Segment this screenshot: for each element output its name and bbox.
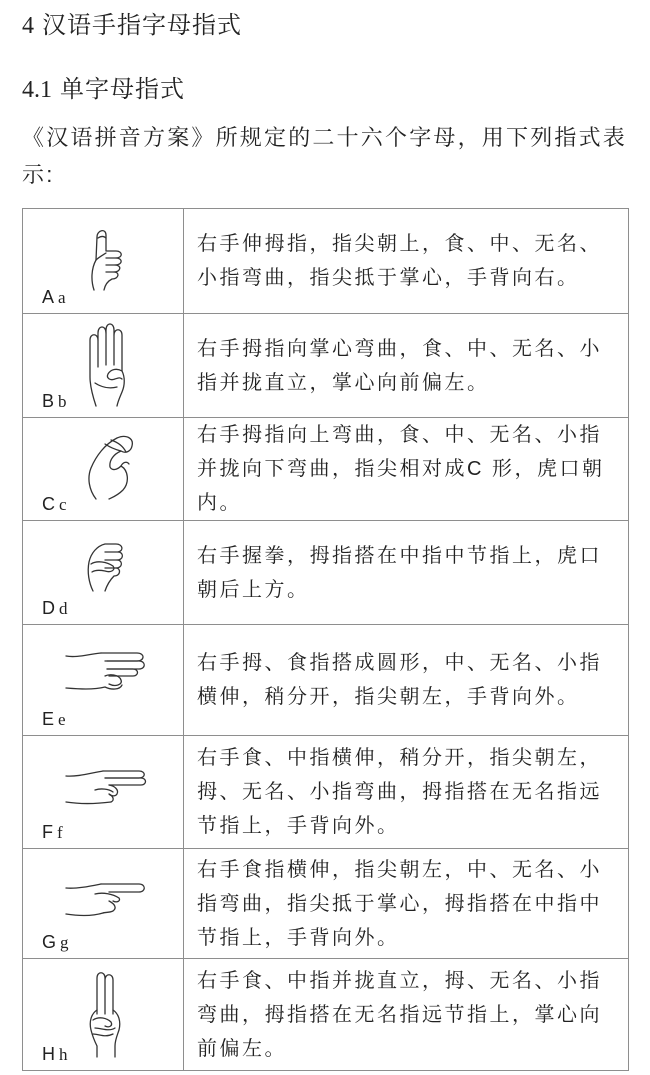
sign-cell bbox=[23, 849, 184, 958]
description-line: 朝后上方。 bbox=[197, 578, 310, 601]
letter-uppercase: D bbox=[42, 598, 55, 618]
description-cell bbox=[184, 625, 628, 735]
letter-lowercase: d bbox=[59, 599, 68, 618]
table-row bbox=[23, 736, 628, 849]
description-cell bbox=[184, 959, 628, 1070]
intro-line: 示: bbox=[22, 162, 55, 187]
hand-sign-a-icon bbox=[83, 227, 127, 291]
description-line: 节指上，手背向外。 bbox=[197, 815, 400, 837]
letter-uppercase: F bbox=[42, 822, 53, 842]
table-row bbox=[23, 418, 628, 521]
description-cell bbox=[184, 849, 628, 958]
sign-cell bbox=[23, 521, 184, 624]
description-line: 右手伸拇指，指尖朝上，食、中、无名、 bbox=[197, 233, 602, 255]
subsection-heading bbox=[22, 75, 185, 105]
section-number: 4 bbox=[22, 13, 34, 39]
letter-label bbox=[42, 1044, 68, 1066]
sign-cell bbox=[23, 625, 184, 735]
sign-cell bbox=[23, 314, 184, 417]
letter-uppercase: G bbox=[42, 932, 57, 952]
description-line: 右手拇、食指搭成圆形，中、无名、小指 bbox=[197, 652, 602, 674]
description-line: 内。 bbox=[197, 492, 242, 514]
description-line: 右手食指横伸，指尖朝左，中、无名、小 bbox=[197, 858, 602, 881]
intro-line: 《汉语拼音方案》所规定的二十六个字母，用下列指式表 bbox=[22, 125, 628, 150]
hand-sign-h-icon bbox=[85, 970, 127, 1058]
letter-uppercase: C bbox=[42, 494, 55, 514]
table-row bbox=[23, 625, 628, 736]
letter-uppercase: A bbox=[42, 287, 55, 307]
description-cell bbox=[184, 418, 628, 520]
finger-spelling-table bbox=[22, 208, 629, 1071]
table-row bbox=[23, 314, 628, 418]
letter-lowercase: a bbox=[58, 288, 66, 307]
letter-lowercase: f bbox=[57, 823, 63, 842]
table-row bbox=[23, 959, 628, 1071]
description-line: 横伸，稍分开，指尖朝左，手背向外。 bbox=[197, 686, 580, 708]
hand-sign-g-icon bbox=[65, 880, 147, 918]
description-cell bbox=[184, 314, 628, 417]
intro-paragraph bbox=[22, 119, 627, 193]
letter-lowercase: b bbox=[58, 392, 67, 411]
section-heading bbox=[22, 11, 242, 41]
description-line: 并拢向下弯曲，指尖相对成C 形，虎口朝 bbox=[197, 458, 605, 480]
description-line: 节指上，手背向外。 bbox=[197, 926, 400, 949]
hand-sign-e-icon bbox=[65, 650, 147, 692]
description-line: 右手食、中指横伸，稍分开，指尖朝左， bbox=[197, 747, 602, 769]
description-line: 右手食、中指并拢直立，拇、无名、小指 bbox=[197, 969, 602, 992]
description-line: 小指弯曲，指尖抵于掌心，手背向右。 bbox=[197, 267, 580, 289]
letter-uppercase: B bbox=[42, 391, 55, 411]
letter-label bbox=[42, 287, 66, 309]
table-row bbox=[23, 521, 628, 625]
subsection-number: 4.1 bbox=[22, 77, 52, 103]
hand-sign-b-icon bbox=[87, 321, 129, 407]
description-cell bbox=[184, 521, 628, 624]
description-line: 指弯曲，指尖抵于掌心，拇指搭在中指中 bbox=[197, 892, 602, 915]
description-line: 拇、无名、小指弯曲，拇指搭在无名指远 bbox=[197, 781, 602, 803]
hand-sign-c-icon bbox=[83, 430, 135, 500]
letter-label bbox=[42, 932, 69, 954]
table-row bbox=[23, 209, 628, 314]
description-line: 右手握拳，拇指搭在中指中节指上，虎口 bbox=[197, 544, 602, 567]
letter-lowercase: c bbox=[59, 495, 67, 514]
section-title: 汉语手指字母指式 bbox=[42, 12, 242, 39]
description-cell bbox=[184, 209, 628, 313]
hand-sign-d-icon bbox=[83, 540, 127, 592]
letter-lowercase: e bbox=[58, 710, 66, 729]
letter-label bbox=[42, 709, 66, 731]
letter-label bbox=[42, 391, 67, 413]
letter-lowercase: h bbox=[59, 1045, 68, 1064]
description-line: 右手拇指向上弯曲，食、中、无名、小指 bbox=[197, 424, 602, 446]
sign-cell bbox=[23, 959, 184, 1070]
description-line: 右手拇指向掌心弯曲，食、中、无名、小 bbox=[197, 337, 602, 360]
letter-uppercase: H bbox=[42, 1044, 55, 1064]
sign-cell bbox=[23, 736, 184, 848]
description-line: 前偏左。 bbox=[197, 1037, 287, 1060]
letter-lowercase: g bbox=[60, 933, 69, 952]
table-row bbox=[23, 849, 628, 959]
hand-sign-f-icon bbox=[65, 768, 147, 806]
letter-label bbox=[42, 822, 63, 844]
description-line: 弯曲，拇指搭在无名指远节指上，掌心向 bbox=[197, 1003, 602, 1026]
sign-cell bbox=[23, 209, 184, 313]
subsection-title: 单字母指式 bbox=[60, 76, 185, 103]
letter-label bbox=[42, 494, 67, 516]
letter-label bbox=[42, 598, 68, 620]
sign-cell bbox=[23, 418, 184, 520]
letter-uppercase: E bbox=[42, 709, 55, 729]
description-cell bbox=[184, 736, 628, 848]
description-line: 指并拢直立，掌心向前偏左。 bbox=[197, 371, 490, 394]
